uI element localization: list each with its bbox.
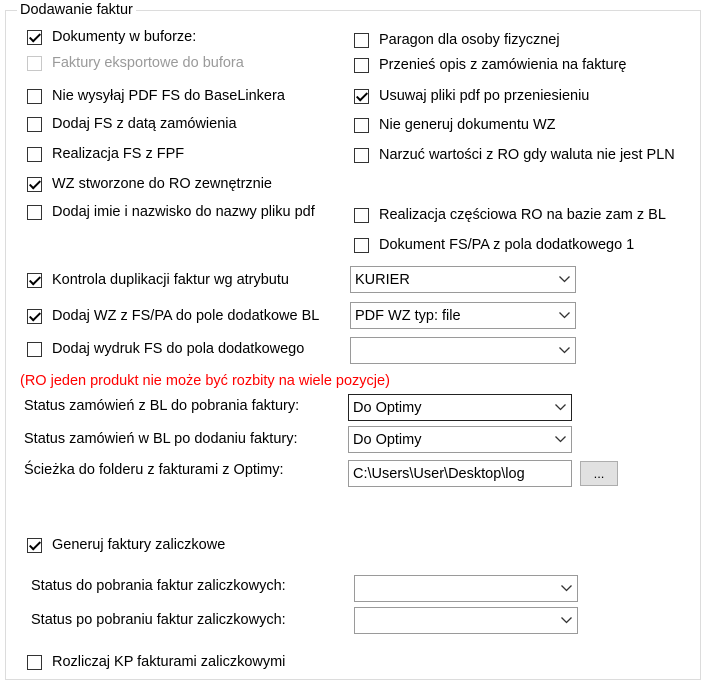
checkbox-wz-stworzone[interactable]: WZ stworzone do RO zewnętrznie bbox=[27, 176, 272, 192]
warning-text: (RO jeden produkt nie może być rozbity na wiele pozycje) bbox=[20, 373, 390, 389]
checkmark-icon[interactable] bbox=[27, 273, 42, 288]
checkbox-box[interactable] bbox=[27, 147, 42, 162]
checkbox-dokumenty-w-buforze[interactable]: Dokumenty w buforze: bbox=[27, 29, 196, 45]
chevron-down-icon[interactable] bbox=[553, 312, 575, 319]
checkbox-realizacja-fs-fpf[interactable]: Realizacja FS z FPF bbox=[27, 146, 184, 162]
checkbox-dokument-fspa[interactable]: Dokument FS/PA z pola dodatkowego 1 bbox=[354, 237, 634, 253]
status-pobrania-label: Status zamówień z BL do pobrania faktury: bbox=[24, 398, 300, 414]
chevron-down-icon[interactable] bbox=[549, 404, 571, 411]
checkbox-dodaj-fs-data[interactable]: Dodaj FS z datą zamówienia bbox=[27, 116, 237, 132]
checkbox-dodaj-wz-fspa[interactable]: Dodaj WZ z FS/PA do pole dodatkowe BL bbox=[27, 308, 319, 324]
checkbox-box bbox=[27, 56, 42, 71]
wydruk-pole-select[interactable] bbox=[350, 337, 576, 364]
checkbox-nie-wysylaj-pdf[interactable]: Nie wysyłaj PDF FS do BaseLinkera bbox=[27, 88, 285, 104]
kontrola-attribute-select[interactable]: KURIER bbox=[350, 266, 576, 293]
checkbox-box[interactable] bbox=[27, 655, 42, 670]
chevron-down-icon[interactable] bbox=[555, 585, 577, 592]
status-po-dodaniu-select[interactable]: Do Optimy bbox=[348, 426, 572, 453]
checkbox-box[interactable] bbox=[27, 89, 42, 104]
status-pobrania-zal-label: Status do pobrania faktur zaliczkowych: bbox=[31, 578, 286, 594]
checkmark-icon[interactable] bbox=[27, 177, 42, 192]
checkmark-icon[interactable] bbox=[27, 30, 42, 45]
checkbox-box[interactable] bbox=[354, 148, 369, 163]
checkbox-narzuc-wartosci[interactable]: Narzuć wartości z RO gdy waluta nie jest PLN bbox=[354, 147, 675, 163]
checkbox-box[interactable] bbox=[354, 58, 369, 73]
status-po-pobraniu-zal-select[interactable] bbox=[354, 607, 578, 634]
checkbox-box[interactable] bbox=[354, 118, 369, 133]
checkmark-icon[interactable] bbox=[27, 538, 42, 553]
checkbox-usuwaj-pliki[interactable]: Usuwaj pliki pdf po przeniesieniu bbox=[354, 88, 589, 104]
checkbox-box[interactable] bbox=[354, 208, 369, 223]
chevron-down-icon[interactable] bbox=[553, 347, 575, 354]
checkbox-box[interactable] bbox=[27, 117, 42, 132]
checkbox-realizacja-czesciowa[interactable]: Realizacja częściowa RO na bazie zam z BL bbox=[354, 207, 666, 223]
sciezka-label: Ścieżka do folderu z fakturami z Optimy: bbox=[24, 462, 284, 478]
checkbox-paragon[interactable]: Paragon dla osoby fizycznej bbox=[354, 32, 560, 48]
chevron-down-icon[interactable] bbox=[555, 617, 577, 624]
checkbox-generuj-zaliczkowe[interactable]: Generuj faktury zaliczkowe bbox=[27, 537, 225, 553]
status-po-pobraniu-zal-label: Status po pobraniu faktur zaliczkowych: bbox=[31, 612, 286, 628]
checkbox-faktury-eksportowe: Faktury eksportowe do bufora bbox=[27, 55, 244, 71]
status-po-dodaniu-label: Status zamówień w BL po dodaniu faktury: bbox=[24, 431, 298, 447]
checkbox-nie-generuj-wz[interactable]: Nie generuj dokumentu WZ bbox=[354, 117, 556, 133]
wz-pole-select[interactable]: PDF WZ typ: file bbox=[350, 302, 576, 329]
folder-path-input[interactable]: C:\Users\User\Desktop\log bbox=[348, 460, 572, 487]
checkbox-box[interactable] bbox=[354, 33, 369, 48]
checkbox-dodaj-wydruk[interactable]: Dodaj wydruk FS do pola dodatkowego bbox=[27, 341, 304, 357]
status-pobrania-zal-select[interactable] bbox=[354, 575, 578, 602]
checkbox-kontrola-duplikacji[interactable]: Kontrola duplikacji faktur wg atrybutu bbox=[27, 272, 289, 288]
group-title: Dodawanie faktur bbox=[17, 2, 136, 18]
checkmark-icon[interactable] bbox=[354, 89, 369, 104]
chevron-down-icon[interactable] bbox=[553, 276, 575, 283]
chevron-down-icon[interactable] bbox=[549, 436, 571, 443]
browse-button[interactable]: ... bbox=[580, 461, 618, 486]
checkbox-rozliczaj-kp[interactable]: Rozliczaj KP fakturami zaliczkowymi bbox=[27, 654, 285, 670]
checkbox-box[interactable] bbox=[27, 342, 42, 357]
checkbox-dodaj-imie[interactable]: Dodaj imie i nazwisko do nazwy pliku pdf bbox=[27, 204, 315, 220]
checkmark-icon[interactable] bbox=[27, 309, 42, 324]
checkbox-box[interactable] bbox=[354, 238, 369, 253]
checkbox-przenies-opis[interactable]: Przenieś opis z zamówienia na fakturę bbox=[354, 57, 626, 73]
status-pobrania-select[interactable]: Do Optimy bbox=[348, 394, 572, 421]
checkbox-box[interactable] bbox=[27, 205, 42, 220]
